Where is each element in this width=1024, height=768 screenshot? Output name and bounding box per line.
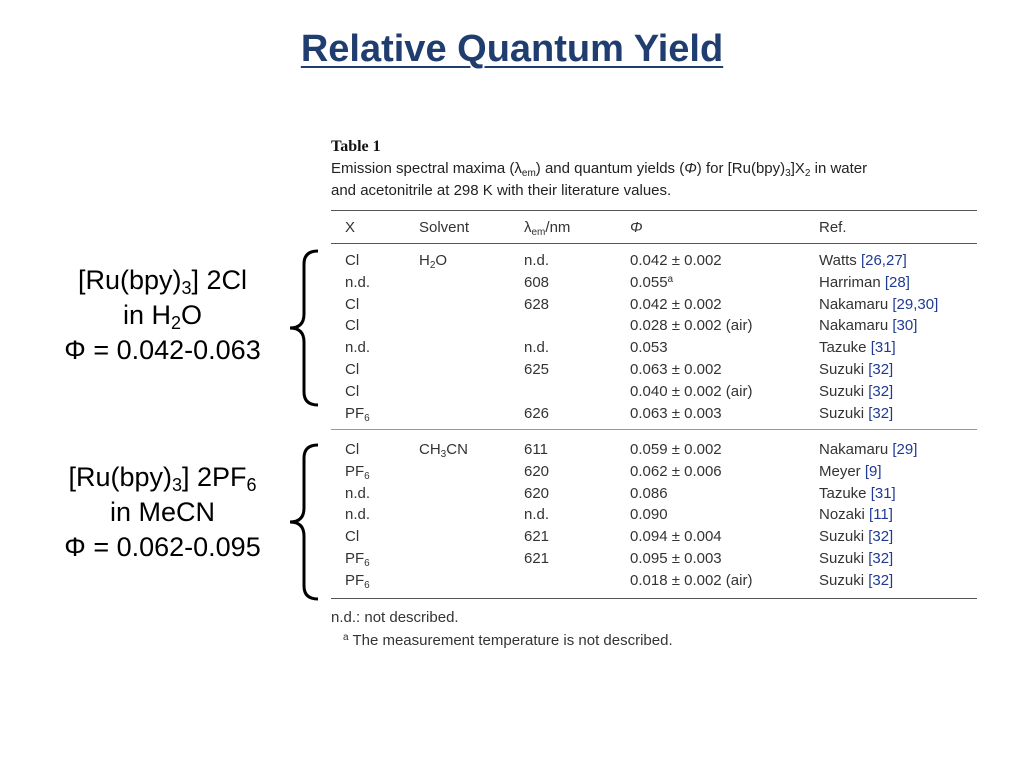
table-top-rule <box>331 210 977 211</box>
cell-phi: 0.059 ± 0.002 <box>630 441 722 458</box>
table-footnotes <box>331 606 673 652</box>
cell-x: Cl <box>345 317 360 335</box>
cell-x: $PF_6$ <box>345 549 370 569</box>
cell-phi: 0.040 ± 0.002 (air) <box>630 382 753 400</box>
group-complex: $[Ru(bpy)_3]$ 2Cl <box>77 265 248 298</box>
ref-link[interactable]: [32] <box>868 571 894 589</box>
table-heading: Table 1 <box>331 138 381 155</box>
cell-ref: Suzuki [32] <box>819 382 894 400</box>
cell-ref: Suzuki [32] <box>819 571 894 589</box>
group-phi-range: Φ = 0.062-0.095 <box>64 532 261 562</box>
ref-link[interactable]: [11] <box>869 506 893 524</box>
curly-brace-mecn <box>284 442 324 602</box>
cell-ref: Harriman [28] <box>819 273 910 291</box>
table-figure <box>331 138 977 649</box>
footnote-a: $^a$ The measurement temperature is not described. <box>343 632 673 649</box>
cell-x: Cl <box>345 441 360 458</box>
cell-x: $PF_6$ <box>345 462 370 482</box>
ref-link[interactable]: [32] <box>868 404 894 422</box>
ref-link[interactable]: [32] <box>868 528 894 546</box>
cell-ref: Nakamaru [29] <box>819 441 918 458</box>
cell-lambda: 620 <box>524 484 550 502</box>
group-phi-range: Φ = 0.042-0.063 <box>64 335 261 365</box>
ref-link[interactable]: [32] <box>868 549 894 567</box>
curly-brace-water <box>284 248 324 408</box>
col-header-lambda: $\lambda_{em}/nm$ <box>524 219 571 238</box>
table-row <box>331 295 977 317</box>
cell-lambda: 608 <box>524 273 550 291</box>
cell-phi: 0.018 ± 0.002 (air) <box>630 571 753 589</box>
table-row <box>331 484 977 506</box>
cell-lambda: 620 <box>524 462 550 480</box>
table-caption: Emission spectral maxima $(\lambda_{em})$ and quantum yields (Φ) for $[Ru(bpy)_3]X_2$ in water and acetonitrile at 298 K with their literature values. <box>331 160 868 199</box>
cell-phi: 0.095 ± 0.003 <box>630 549 722 567</box>
table-row <box>331 549 977 571</box>
cell-x: Cl <box>345 252 360 269</box>
cell-phi: 0.028 ± 0.002 (air) <box>630 317 753 335</box>
water-block <box>331 251 977 425</box>
ref-link[interactable]: [29,30] <box>892 295 939 313</box>
group-solvent: in MeCN <box>109 497 216 527</box>
cell-x: Cl <box>345 295 360 313</box>
cell-lambda: n.d. <box>524 252 550 269</box>
cell-ref: Nakamaru [29,30] <box>819 295 939 313</box>
solvent-cell-water: $H_2O$ <box>419 252 448 271</box>
group-solvent: in $H_2O$ <box>122 300 203 333</box>
ref-link[interactable]: [32] <box>868 360 894 378</box>
table-header-rule <box>331 243 977 244</box>
cell-phi: 0.042 ± 0.002 <box>630 295 722 313</box>
cell-phi: 0.063 ± 0.002 <box>630 360 722 378</box>
cell-lambda: n.d. <box>524 339 550 357</box>
cell-x: n.d. <box>345 484 371 502</box>
cell-ref: Tazuke [31] <box>819 339 896 357</box>
ref-link[interactable]: [28] <box>884 273 910 291</box>
cell-ref: Meyer [9] <box>819 462 882 480</box>
cell-x: $PF_6$ <box>345 404 370 424</box>
cell-x: n.d. <box>345 506 371 524</box>
col-header-solvent: Solvent <box>419 219 470 236</box>
cell-ref: Suzuki [32] <box>819 404 894 422</box>
cell-ref: Watts [26,27] <box>819 252 907 269</box>
table-row <box>331 316 977 338</box>
cell-lambda: 611 <box>524 441 548 458</box>
col-header-phi: Φ <box>630 219 643 236</box>
table-row <box>331 273 977 295</box>
solvent-cell-mecn: $CH_3CN$ <box>419 441 468 460</box>
ref-link[interactable]: [30] <box>892 317 918 335</box>
cell-lambda: 625 <box>524 360 550 378</box>
ref-link[interactable]: [26,27] <box>860 252 907 269</box>
cell-phi: 0.055$^a$ <box>630 273 674 291</box>
ref-link[interactable]: [9] <box>864 462 882 480</box>
cell-lambda: 621 <box>524 549 550 567</box>
cell-lambda: 628 <box>524 295 550 313</box>
cell-phi: 0.094 ± 0.004 <box>630 528 722 546</box>
cell-ref: Suzuki [32] <box>819 528 894 546</box>
cell-lambda: n.d. <box>524 506 550 524</box>
cell-ref: Suzuki [32] <box>819 360 894 378</box>
mecn-block <box>331 440 977 593</box>
col-header-ref: Ref. <box>819 219 847 236</box>
table-bottom-rule <box>331 598 977 599</box>
ref-link[interactable]: [31] <box>870 339 896 357</box>
table-group-rule <box>331 429 977 430</box>
cell-phi: 0.063 ± 0.003 <box>630 404 722 422</box>
cell-lambda: 626 <box>524 404 550 422</box>
group-label-mecn <box>40 460 285 565</box>
ref-link[interactable]: [29] <box>892 441 918 458</box>
ref-link[interactable]: [31] <box>870 484 896 502</box>
cell-x: Cl <box>345 528 360 546</box>
col-header-x: X <box>345 219 356 236</box>
cell-x: Cl <box>345 382 360 400</box>
table-row <box>331 338 977 360</box>
cell-phi: 0.086 <box>630 484 668 502</box>
cell-x: n.d. <box>345 273 371 291</box>
cell-ref: Tazuke [31] <box>819 484 896 502</box>
ref-link[interactable]: [32] <box>868 382 894 400</box>
table-row <box>331 527 977 549</box>
table-row <box>331 360 977 382</box>
table-row <box>331 571 977 593</box>
table-row <box>331 462 977 484</box>
footnote-nd: n.d.: not described. <box>331 609 459 626</box>
water-rows <box>331 251 977 425</box>
table-row <box>331 404 977 426</box>
table-row <box>331 382 977 404</box>
cell-phi: 0.042 ± 0.002 <box>630 252 722 269</box>
slide-title-text: Relative Quantum Yield <box>300 28 724 70</box>
group-complex: $[Ru(bpy)_3]$ $2PF_6$ <box>68 462 257 495</box>
table-row <box>331 505 977 527</box>
group-label-water <box>40 263 285 368</box>
cell-phi: 0.090 <box>630 506 668 524</box>
cell-phi: 0.062 ± 0.006 <box>630 462 722 480</box>
mecn-rows <box>331 440 977 593</box>
cell-x: $PF_6$ <box>345 571 370 591</box>
cell-ref: Nakamaru [30] <box>819 317 918 335</box>
table-header-row <box>331 218 977 244</box>
cell-phi: 0.053 <box>630 339 668 357</box>
cell-x: n.d. <box>345 339 371 357</box>
cell-x: Cl <box>345 360 360 378</box>
cell-ref: Suzuki [32] <box>819 549 894 567</box>
cell-lambda: 621 <box>524 528 550 546</box>
cell-ref: Nozaki [11] <box>819 506 893 524</box>
slide-title <box>0 28 1024 71</box>
